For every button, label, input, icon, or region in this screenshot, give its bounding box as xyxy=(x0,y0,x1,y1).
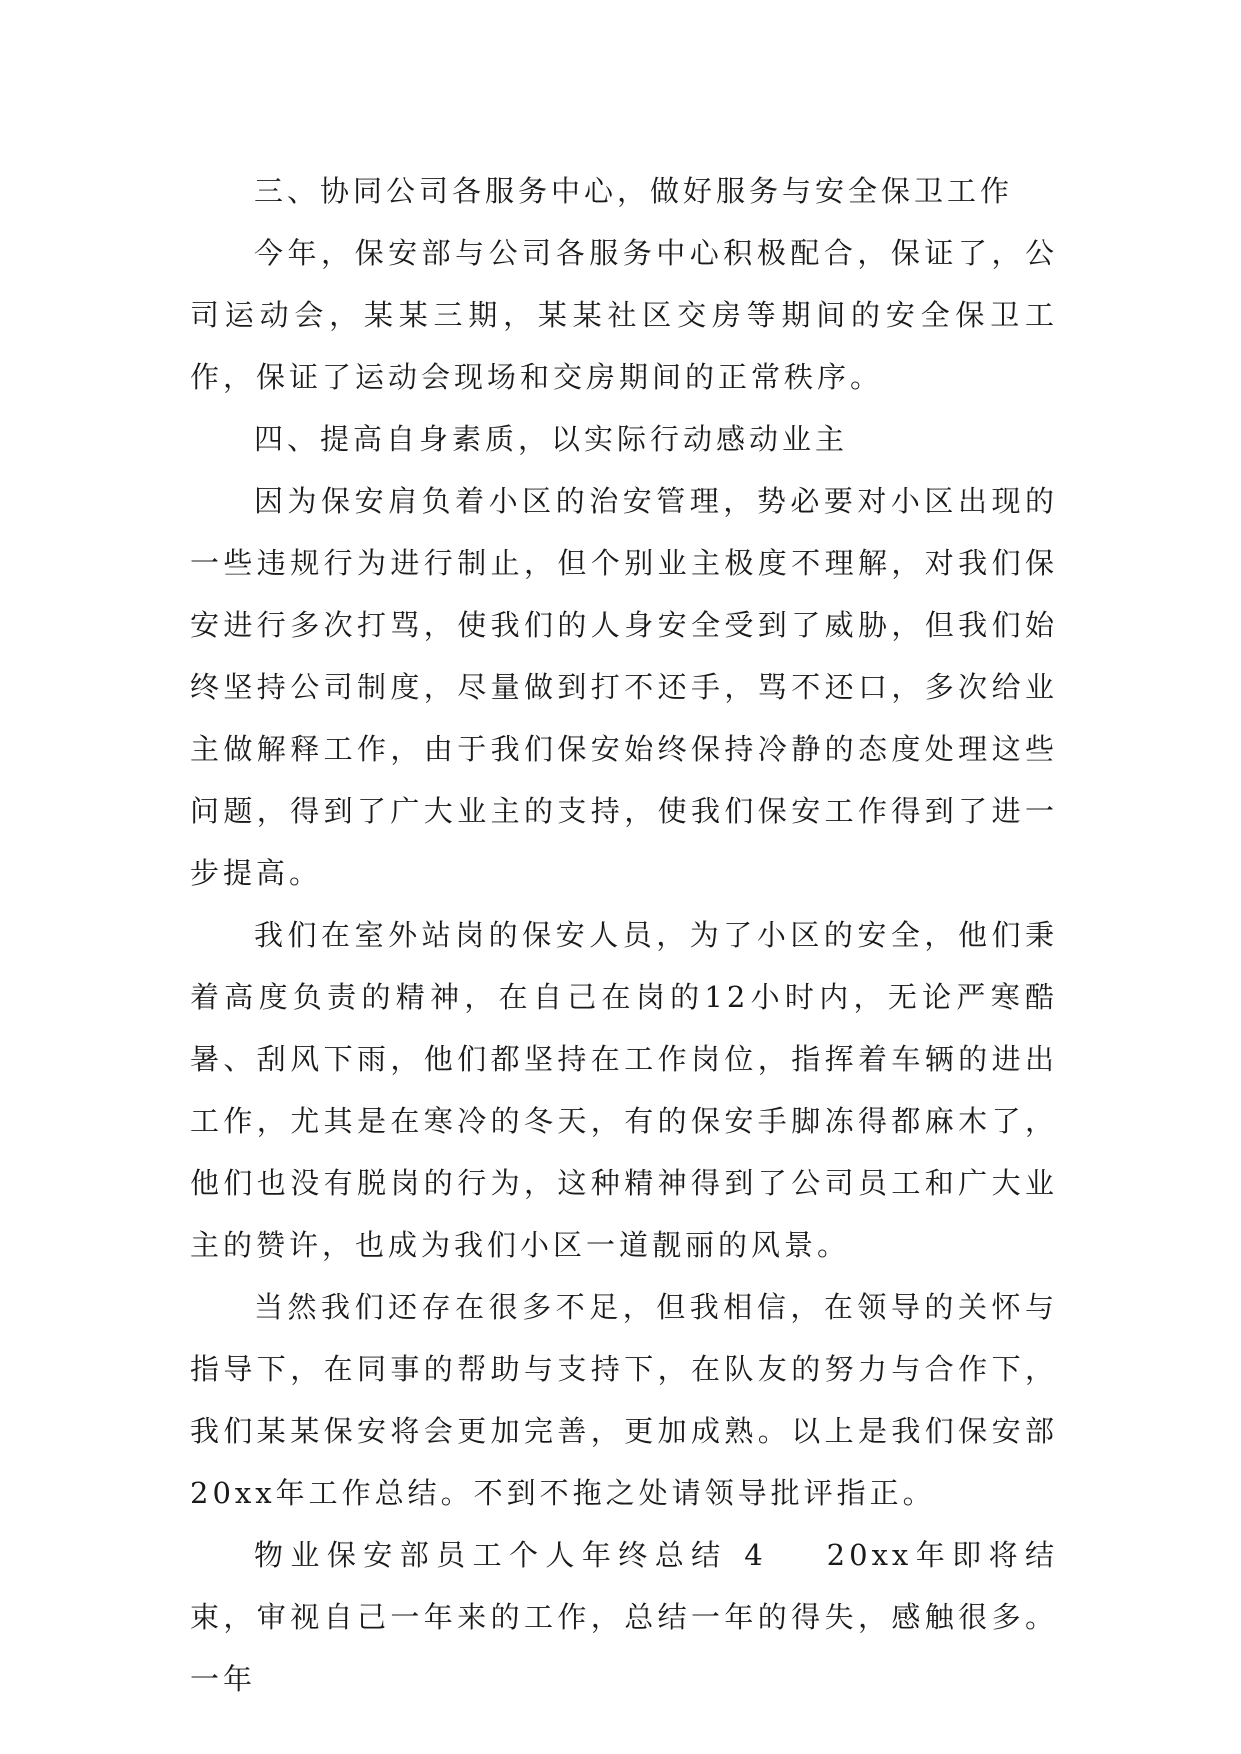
paragraph-outdoor-guards: 我们在室外站岗的保安人员，为了小区的安全，他们秉着高度负责的精神，在自己在岗的12小时内，无论严寒酷暑、刮风下雨，他们都坚持在工作岗位，指挥着车辆的进出工作，尤其是在寒冷的冬天，有的保安手脚冻得都麻木了，他们也没有脱岗的行为，这种精神得到了公司员工和广大业主的赞许，也成为我们小区一道靓丽的风景。 xyxy=(190,918,1058,1262)
summary-text: 20xx年即将结束，审视自己一年来的工作，总结一年的得失，感触很多。一年 xyxy=(190,1538,1058,1696)
summary-title: 物业保安部员工个人年终总结 4 xyxy=(254,1538,767,1572)
paragraph-owner-relations: 因为保安肩负着小区的治安管理，势必要对小区出现的一些违规行为进行制止，但个别业主极度不理解，对我们保安进行多次打骂，使我们的人身安全受到了威胁，但我们始终坚持公司制度，尽量做到打不还手，骂不还口，多次给业主做解释工作，由于我们保安始终保持冷静的态度处理这些问题，得到了广大业主的支持，使我们保安工作得到了进一步提高。 xyxy=(190,484,1058,890)
section-heading-4: 四、提高自身素质，以实际行动感动业主 xyxy=(254,422,849,456)
paragraph-next-summary xyxy=(190,1524,1058,1710)
document-body xyxy=(190,160,1058,1710)
paragraph-conclusion: 当然我们还存在很多不足，但我相信，在领导的关怀与指导下，在同事的帮助与支持下，在队友的努力与合作下，我们某某保安将会更加完善，更加成熟。以上是我们保安部20xx年工作总结。不到不拖之处请领导批评指正。 xyxy=(190,1290,1058,1510)
paragraph-cooperation: 今年，保安部与公司各服务中心积极配合，保证了，公司运动会，某某三期，某某社区交房等期间的安全保卫工作，保证了运动会现场和交房期间的正常秩序。 xyxy=(190,236,1058,394)
section-heading-3: 三、协同公司各服务中心，做好服务与安全保卫工作 xyxy=(254,174,1014,208)
